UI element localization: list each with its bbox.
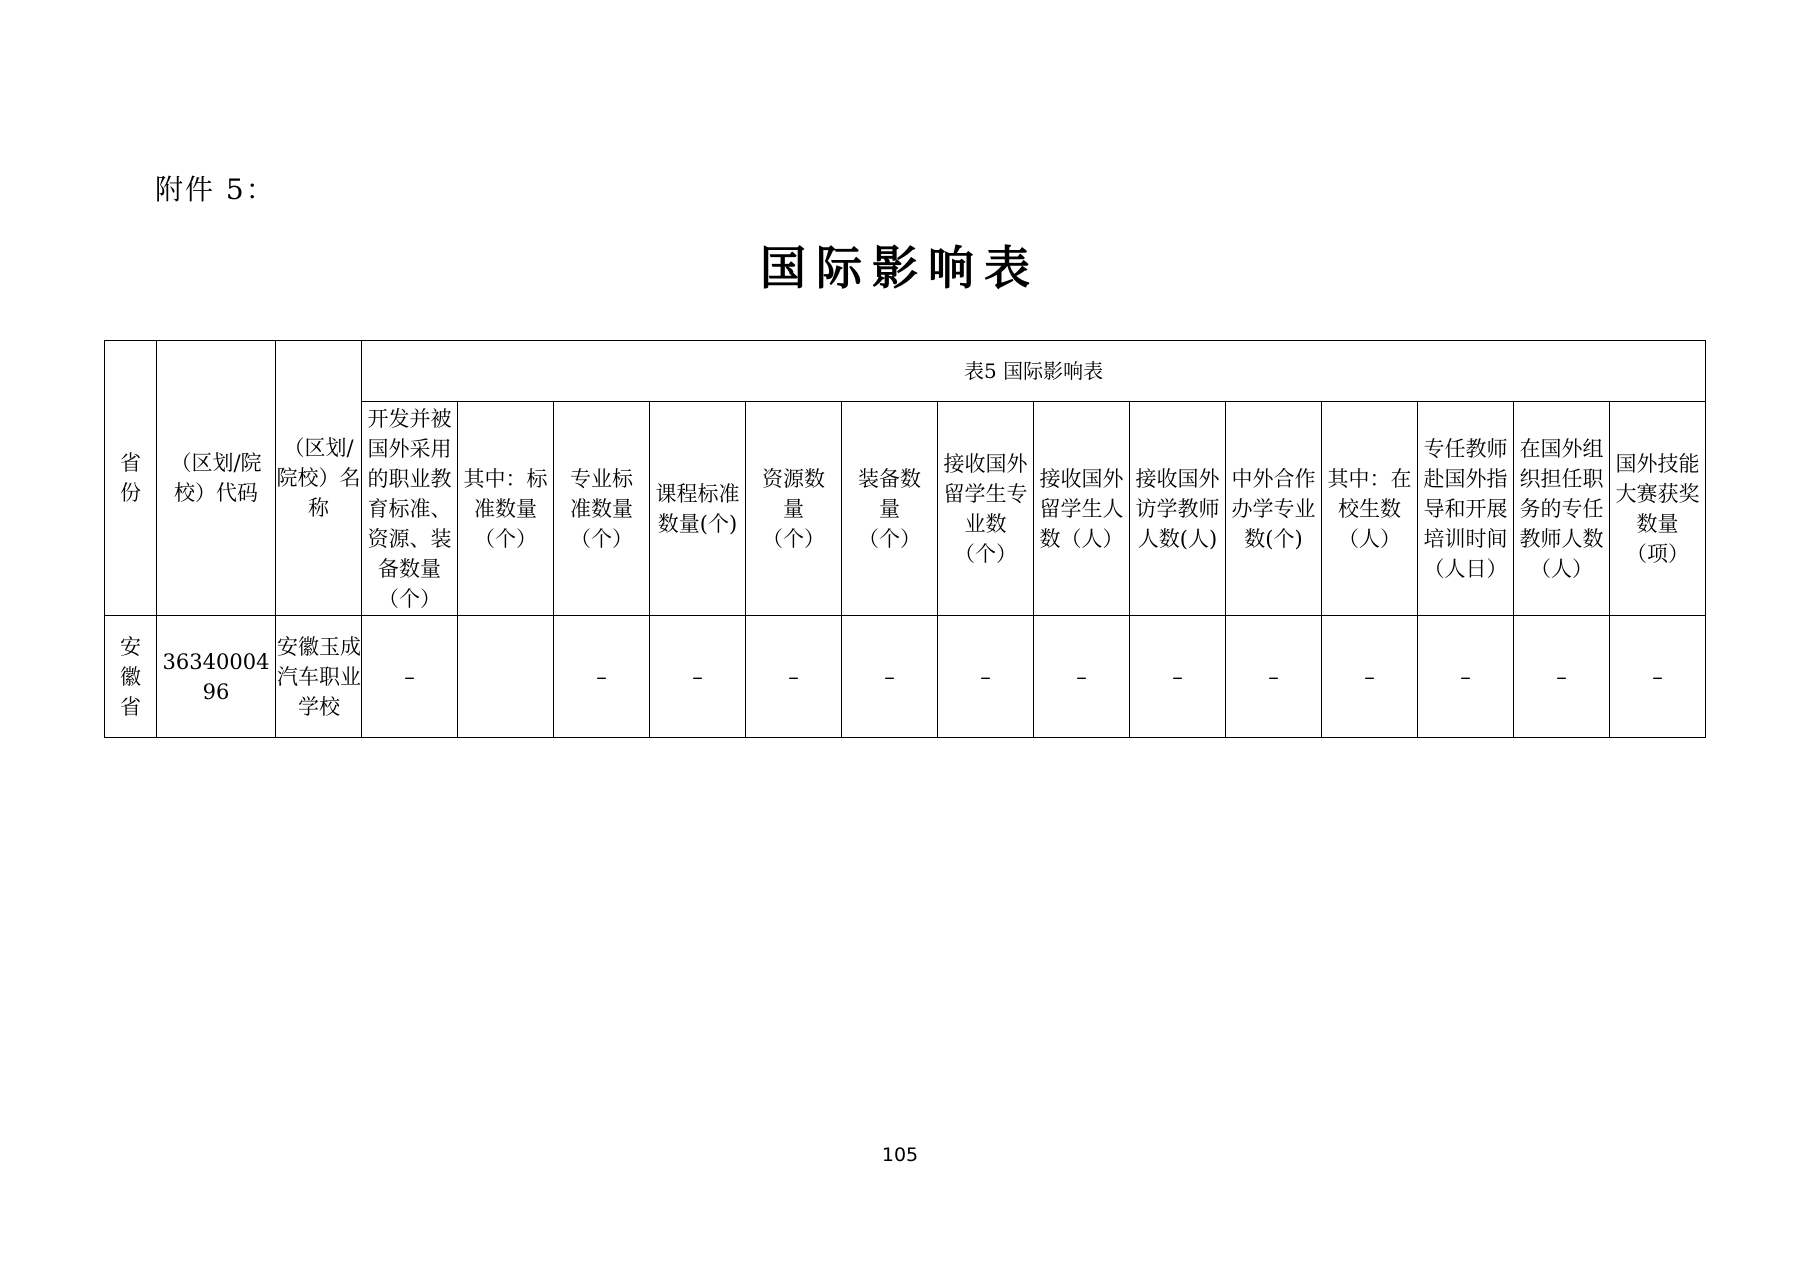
cell-value: – (1130, 616, 1226, 738)
cell-value: – (1418, 616, 1514, 738)
header-col-5: 资源数量（个） (746, 402, 842, 616)
cell-value: – (1322, 616, 1418, 738)
header-col-14: 国外技能大赛获奖数量（项） (1610, 402, 1706, 616)
attachment-label: 附件 5： (155, 173, 276, 206)
header-col-12: 专任教师赴国外指导和开展培训时间（人日） (1418, 402, 1514, 616)
cell-value: – (1610, 616, 1706, 738)
cell-value: – (650, 616, 746, 738)
header-province: 省份 (105, 341, 157, 616)
cell-value: – (554, 616, 650, 738)
header-col-6: 装备数量（个） (842, 402, 938, 616)
cell-value: – (1226, 616, 1322, 738)
header-col-9: 接收国外访学教师人数(人) (1130, 402, 1226, 616)
cell-province: 安徽省 (105, 616, 157, 738)
header-col-4: 课程标准数量(个) (650, 402, 746, 616)
table-row (105, 616, 1706, 738)
header-col-13: 在国外组织担任职务的专任教师人数（人） (1514, 402, 1610, 616)
header-name: （区划/院校）名称 (276, 341, 362, 616)
international-influence-table (104, 340, 1706, 738)
page-number: 105 (881, 1144, 919, 1166)
header-col-1: 开发并被国外采用的职业教育标准、资源、装备数量（个） (362, 402, 458, 616)
cell-code: 3634000496 (157, 616, 276, 738)
cell-value: – (1514, 616, 1610, 738)
cell-value: – (842, 616, 938, 738)
header-col-2: 其中：标准数量（个） (458, 402, 554, 616)
cell-name: 安徽玉成汽车职业学校 (276, 616, 362, 738)
header-col-3: 专业标准数量（个） (554, 402, 650, 616)
cell-value: – (746, 616, 842, 738)
cell-value: – (1034, 616, 1130, 738)
header-col-11: 其中：在校生数（人） (1322, 402, 1418, 616)
header-col-7: 接收国外留学生专业数（个） (938, 402, 1034, 616)
document-title: 国际影响表 (760, 241, 1040, 295)
header-col-10: 中外合作办学专业数(个) (1226, 402, 1322, 616)
header-col-8: 接收国外留学生人数（人） (1034, 402, 1130, 616)
cell-value: – (938, 616, 1034, 738)
table-caption: 表5 国际影响表 (362, 341, 1706, 402)
cell-value: – (362, 616, 458, 738)
header-code: （区划/院校）代码 (157, 341, 276, 616)
cell-value (458, 616, 554, 738)
